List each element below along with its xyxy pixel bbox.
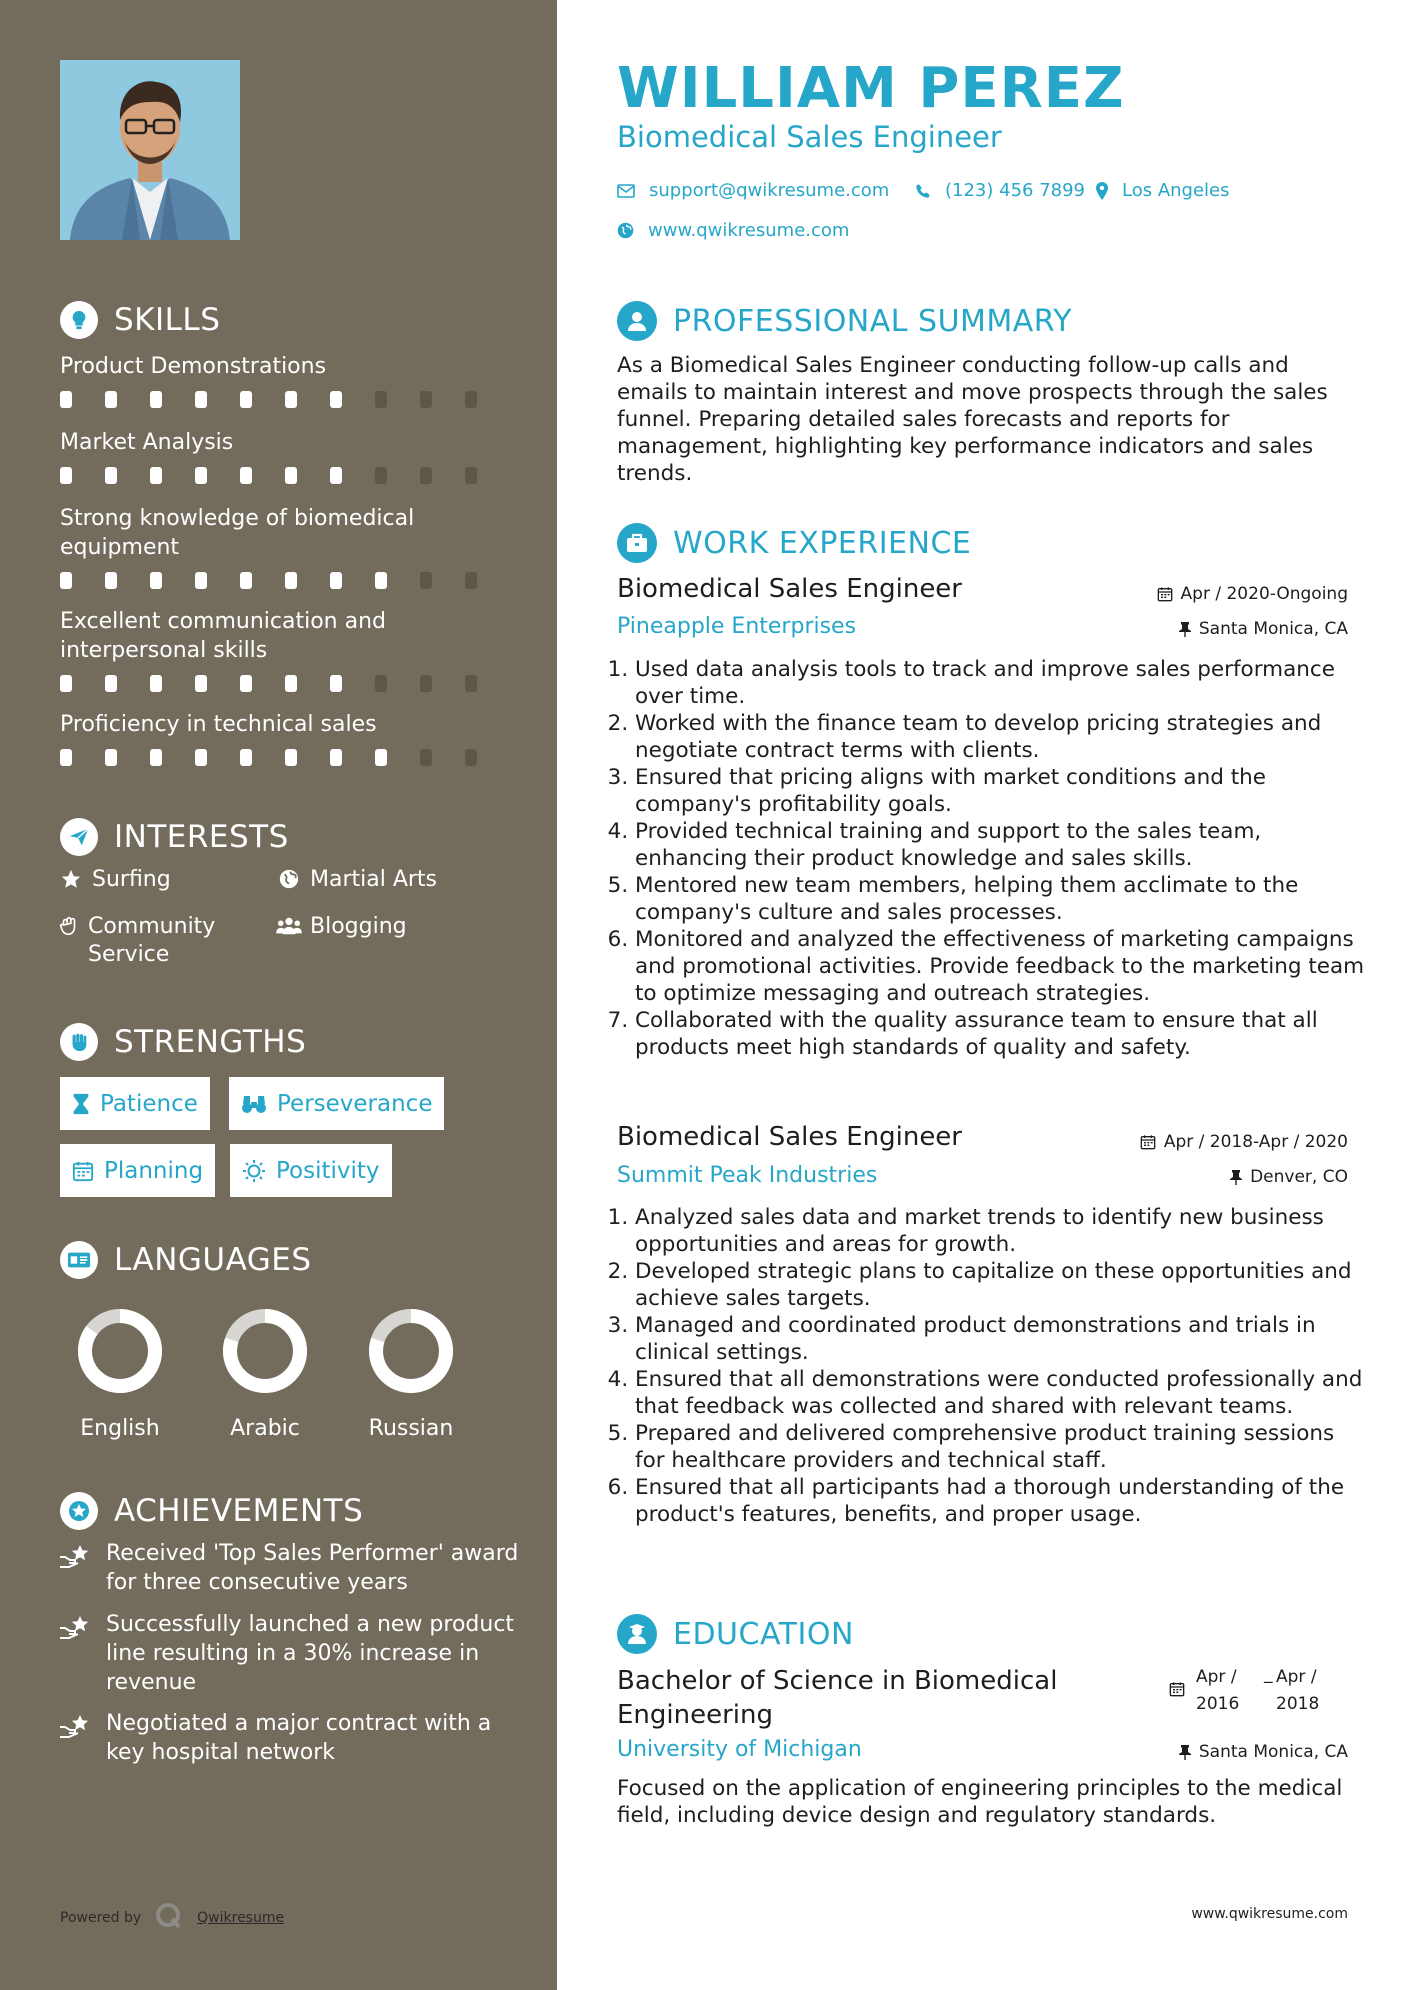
- skill-rating: [60, 749, 510, 766]
- skill-dot: [375, 391, 387, 408]
- hand-star-icon: [60, 1610, 94, 1697]
- skill-dot: [375, 572, 387, 589]
- pin-icon: [1179, 1744, 1191, 1760]
- fist-icon: [60, 1023, 98, 1061]
- skill-dot: [375, 467, 387, 484]
- job-company: Pineapple Enterprises: [617, 614, 857, 639]
- language-ring: [220, 1306, 310, 1396]
- paper-plane-icon: [60, 818, 98, 856]
- skill-item: [60, 352, 510, 408]
- date-separator: _: [1264, 1664, 1273, 1684]
- star-badge-icon: [60, 1492, 98, 1530]
- candidate-title: Biomedical Sales Engineer: [617, 120, 1002, 154]
- job-bullet: 6. Ensured that all participants had a thorough understanding of the product's features, benefits, and proper usage.: [635, 1474, 1365, 1528]
- achievement-text: Successfully launched a new product line resulting in a 30% increase in revenue: [106, 1612, 515, 1695]
- achievements-heading: ACHIEVEMENTS: [60, 1492, 363, 1530]
- interests-heading: INTERESTS: [60, 818, 289, 856]
- skill-item: [60, 607, 510, 692]
- skill-dot: [150, 467, 162, 484]
- email-contact[interactable]: support@qwikresume.com: [617, 180, 889, 201]
- hourglass-icon: [72, 1093, 90, 1115]
- achievement-text: Negotiated a major contract with a key hospital network: [106, 1711, 492, 1765]
- job-dates: Apr / 2018-Apr / 2020: [1140, 1132, 1348, 1152]
- qwikresume-logo-icon: [155, 1902, 183, 1934]
- skill-dot: [60, 572, 72, 589]
- achievement-item: [60, 1610, 520, 1697]
- envelope-icon: [617, 184, 635, 198]
- powered-by: Powered by Qwikresume: [60, 1902, 284, 1934]
- graduate-icon: [617, 1614, 657, 1654]
- job-bullets: [613, 1204, 1365, 1528]
- skill-dot: [465, 749, 477, 766]
- skill-dot: [420, 675, 432, 692]
- skill-dot: [195, 749, 207, 766]
- strength-badge: Planning: [60, 1144, 215, 1197]
- skill-dot: [375, 749, 387, 766]
- job-location: Denver, CO: [1230, 1167, 1348, 1187]
- skill-name: Strong knowledge of biomedical equipment: [60, 506, 415, 560]
- skill-dot: [105, 749, 117, 766]
- skill-dot: [285, 675, 297, 692]
- skill-dot: [465, 391, 477, 408]
- skill-dot: [195, 391, 207, 408]
- skill-dot: [60, 675, 72, 692]
- calendar-icon: [1140, 1134, 1156, 1150]
- skill-dot: [195, 572, 207, 589]
- strength-badge: Patience: [60, 1077, 210, 1130]
- skill-rating: [60, 572, 510, 589]
- skill-name: Excellent communication and interpersonal skills: [60, 609, 387, 663]
- job-bullet: 2. Worked with the finance team to develop pricing strategies and negotiate contract terms with clients.: [635, 710, 1365, 764]
- skill-dot: [420, 467, 432, 484]
- skill-dot: [60, 391, 72, 408]
- skill-dot: [330, 467, 342, 484]
- skill-dot: [285, 572, 297, 589]
- skill-dot: [240, 749, 252, 766]
- hand-icon: [58, 913, 80, 937]
- skill-dot: [330, 391, 342, 408]
- globe-icon: [617, 222, 634, 239]
- language-item: [47, 1306, 193, 1441]
- skill-dot: [420, 391, 432, 408]
- skill-name: Product Demonstrations: [60, 354, 327, 379]
- achievement-item: [60, 1539, 520, 1597]
- job-role: Biomedical Sales Engineer: [617, 1122, 962, 1152]
- skill-dot: [465, 572, 477, 589]
- id-card-icon: [60, 1241, 98, 1279]
- skill-dot: [105, 467, 117, 484]
- job-bullet: 5. Mentored new team members, helping them acclimate to the company's culture and sales processes.: [635, 872, 1365, 926]
- interest-item: Blogging: [276, 913, 407, 941]
- interest-item: Surfing: [58, 866, 171, 894]
- education-location: Santa Monica, CA: [1179, 1742, 1348, 1762]
- skill-item: [60, 504, 510, 589]
- job-bullet: 1. Analyzed sales data and market trends to identify new business opportunities and areas for growth.: [635, 1204, 1365, 1258]
- education-text: Focused on the application of engineering principles to the medical field, including device design and regulatory standards.: [617, 1776, 1343, 1828]
- skill-dot: [375, 675, 387, 692]
- users-icon: [276, 913, 302, 937]
- sidebar: [0, 0, 557, 1990]
- skill-rating: [60, 675, 510, 692]
- interest-item: Martial Arts: [276, 866, 437, 894]
- education-heading: EDUCATION: [617, 1614, 854, 1654]
- job-bullet: 4. Provided technical training and support to the sales team, enhancing their product knowledge and sales skills.: [635, 818, 1365, 872]
- globe-icon: [276, 866, 302, 890]
- strength-badge: Positivity: [230, 1144, 392, 1197]
- skill-dot: [240, 572, 252, 589]
- calendar-icon: [1169, 1681, 1185, 1701]
- skill-dot: [195, 467, 207, 484]
- hand-star-icon: [60, 1709, 94, 1767]
- skill-dot: [465, 675, 477, 692]
- skill-dot: [150, 749, 162, 766]
- languages-heading: LANGUAGES: [60, 1241, 312, 1279]
- skill-dot: [285, 467, 297, 484]
- skill-dot: [330, 572, 342, 589]
- skill-rating: [60, 467, 510, 484]
- education-start: Apr / 2016: [1196, 1667, 1240, 1714]
- lightbulb-icon: [60, 301, 98, 339]
- job-bullet: 5. Prepared and delivered comprehensive product training sessions for healthcare providers and technical staff.: [635, 1420, 1365, 1474]
- job-location: Santa Monica, CA: [1179, 619, 1348, 639]
- skill-dot: [150, 572, 162, 589]
- job-bullet: 3. Managed and coordinated product demonstrations and trials in clinical settings.: [635, 1312, 1365, 1366]
- phone-contact[interactable]: (123) 456 7899: [915, 180, 1085, 201]
- sun-icon: [242, 1159, 266, 1183]
- skill-name: Market Analysis: [60, 430, 234, 455]
- school-name: University of Michigan: [617, 1737, 862, 1762]
- profile-photo: [60, 60, 240, 240]
- job-bullet: 3. Ensured that pricing aligns with market conditions and the company's profitability goals.: [635, 764, 1365, 818]
- binoculars-icon: [241, 1094, 267, 1114]
- hand-star-icon: [60, 1539, 94, 1597]
- skill-dot: [330, 749, 342, 766]
- skill-dot: [240, 675, 252, 692]
- job-dates: Apr / 2020-Ongoing: [1157, 584, 1348, 604]
- language-name: English: [80, 1416, 160, 1441]
- phone-icon: [915, 183, 931, 199]
- language-ring: [366, 1306, 456, 1396]
- skill-dot: [150, 391, 162, 408]
- job-company: Summit Peak Industries: [617, 1163, 878, 1188]
- education-end: Apr / 2018: [1276, 1667, 1320, 1714]
- summary-text: As a Biomedical Sales Engineer conducting follow-up calls and emails to maintain interest and move prospects through the sales funnel. Preparing detailed sales forecasts and reports for management, highlighting key performance indicators and sales trends.: [617, 353, 1328, 486]
- skill-dot: [60, 467, 72, 484]
- skill-item: [60, 428, 510, 484]
- interest-item: Community Service: [58, 913, 248, 969]
- skill-item: [60, 710, 510, 766]
- job-bullet: 2. Developed strategic plans to capitalize on these opportunities and achieve sales targets.: [635, 1258, 1365, 1312]
- skill-dot: [240, 467, 252, 484]
- main-content: [557, 0, 1407, 1990]
- skill-name: Proficiency in technical sales: [60, 712, 377, 737]
- job-bullet: 7. Collaborated with the quality assurance team to ensure that all products meet high standards of quality and safety.: [635, 1007, 1365, 1061]
- job-bullets: [613, 656, 1365, 1061]
- skill-dot: [105, 572, 117, 589]
- language-ring: [75, 1306, 165, 1396]
- star-icon: [58, 866, 84, 890]
- skill-dot: [285, 749, 297, 766]
- candidate-name: WILLIAM PEREZ: [617, 56, 1125, 121]
- skill-dot: [465, 467, 477, 484]
- skill-dot: [60, 749, 72, 766]
- website-contact[interactable]: www.qwikresume.com: [617, 220, 849, 241]
- briefcase-icon: [617, 523, 657, 563]
- footer-website[interactable]: www.qwikresume.com: [1191, 1906, 1348, 1922]
- map-pin-icon: [1096, 182, 1108, 200]
- skill-dot: [330, 675, 342, 692]
- job-role: Biomedical Sales Engineer: [617, 574, 962, 604]
- job-bullet: 4. Ensured that all demonstrations were conducted professionally and that feedback was collected and shared with relevant teams.: [635, 1366, 1365, 1420]
- pin-icon: [1230, 1169, 1242, 1185]
- strengths-heading: STRENGTHS: [60, 1023, 306, 1061]
- language-item: [338, 1306, 484, 1441]
- skill-dot: [420, 572, 432, 589]
- strength-badge: Perseverance: [229, 1077, 444, 1130]
- user-icon: [617, 301, 657, 341]
- location-contact: Los Angeles: [1096, 180, 1230, 201]
- language-item: [192, 1306, 338, 1441]
- pin-icon: [1179, 621, 1191, 637]
- language-name: Arabic: [230, 1416, 300, 1441]
- skill-dot: [150, 675, 162, 692]
- calendar-icon: [72, 1160, 94, 1182]
- skill-dot: [105, 391, 117, 408]
- summary-heading: PROFESSIONAL SUMMARY: [617, 301, 1072, 341]
- qwikresume-link[interactable]: Qwikresume: [197, 1910, 285, 1926]
- skill-dot: [285, 391, 297, 408]
- skill-dot: [105, 675, 117, 692]
- skill-dot: [420, 749, 432, 766]
- skill-dot: [240, 391, 252, 408]
- job-bullet: 6. Monitored and analyzed the effectiveness of marketing campaigns and promotional activities. Provide feedback to the marketing team to optimize messaging and outreach strategies.: [635, 926, 1365, 1007]
- skill-dot: [195, 675, 207, 692]
- experience-heading: WORK EXPERIENCE: [617, 523, 971, 563]
- achievement-text: Received 'Top Sales Performer' award for three consecutive years: [106, 1541, 519, 1595]
- language-name: Russian: [368, 1416, 454, 1441]
- degree-title: Bachelor of Science in Biomedical Engineering: [617, 1666, 1058, 1730]
- skills-heading: SKILLS: [60, 301, 220, 339]
- calendar-icon: [1157, 586, 1173, 602]
- skill-rating: [60, 391, 510, 408]
- achievement-item: [60, 1709, 520, 1767]
- job-bullet: 1. Used data analysis tools to track and improve sales performance over time.: [635, 656, 1365, 710]
